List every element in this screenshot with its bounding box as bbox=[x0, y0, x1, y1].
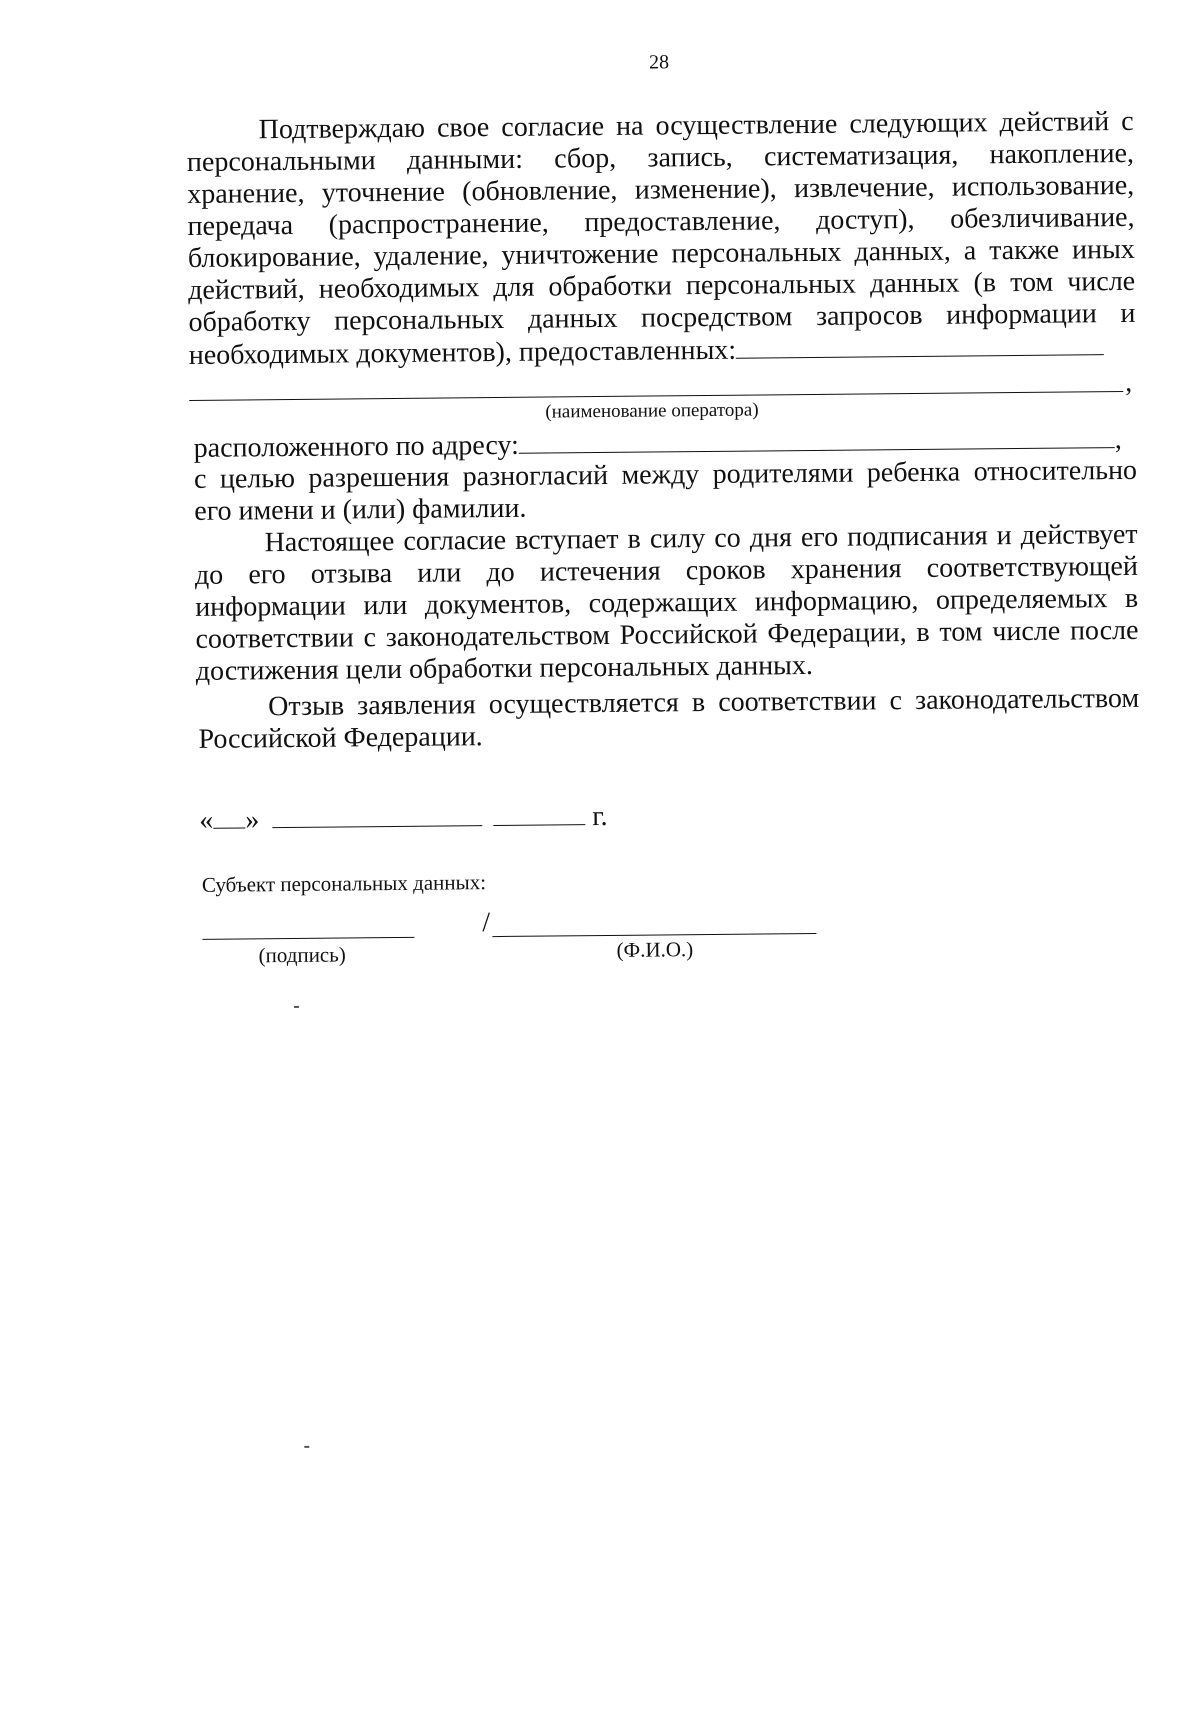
consent-line-1: Подтверждаю свое согласие на осуществление следующих действий с bbox=[258, 105, 1134, 146]
consent-line-3: хранение, уточнение (обновление, изменение), извлечение, использование, bbox=[187, 169, 1135, 210]
revocation-line-1: Отзыв заявления осуществляется в соответствии с законодательством bbox=[268, 682, 1140, 723]
full-name-field[interactable] bbox=[492, 933, 816, 937]
address-field[interactable] bbox=[519, 423, 1115, 454]
page-number: 28 bbox=[648, 51, 670, 74]
operator-name-field-part1[interactable] bbox=[736, 330, 1104, 359]
purpose-line-1: с целью разрешения разногласий между родителями ребенка относительно bbox=[193, 454, 1138, 495]
operator-name-caption: (наименование оператора) bbox=[545, 399, 759, 423]
signature-field[interactable] bbox=[202, 937, 414, 940]
scan-speck bbox=[304, 1446, 309, 1448]
date-year-suffix: г. bbox=[592, 800, 608, 833]
purpose-line-2: его имени и (или) фамилии. bbox=[194, 492, 527, 527]
validity-line-5: достижения цели обработки персональных данных. bbox=[195, 649, 814, 687]
full-name-caption: (Ф.И.О.) bbox=[616, 937, 694, 962]
validity-line-4: соответствии с законодательством Российской Федерации, в том числе после bbox=[195, 614, 1139, 655]
consent-line-6: действий, необходимых для обработки персональных данных (в том числе bbox=[188, 265, 1136, 306]
validity-line-3: информации или документов, содержащих информацию, определяемых в bbox=[195, 582, 1139, 623]
subject-label: Субъект персональных данных: bbox=[201, 870, 487, 897]
consent-line-2: персональными данными: сбор, запись, систематизация, накопление, bbox=[186, 137, 1135, 178]
provided-label: необходимых документов), предоставленных: bbox=[188, 334, 737, 371]
signature-caption: (подпись) bbox=[258, 942, 346, 968]
date-year-field[interactable] bbox=[493, 800, 585, 826]
consent-line-5: блокирование, удаление, уничтожение персональных данных, а также иных bbox=[187, 233, 1135, 274]
signature-separator: / bbox=[482, 907, 491, 939]
consent-line-7: обработку персональных данных посредством запросов информации и bbox=[188, 297, 1136, 338]
revocation-line-2: Российской Федерации. bbox=[198, 721, 483, 755]
address-comma: , bbox=[1114, 424, 1122, 456]
consent-line-4: передача (распространение, предоставление, доступ), обезличивание, bbox=[187, 201, 1135, 242]
date-day-field[interactable] bbox=[213, 803, 245, 828]
date-month-field[interactable] bbox=[272, 801, 482, 828]
date-close-quote: » bbox=[245, 804, 260, 836]
address-label: расположенного по адресу: bbox=[193, 429, 520, 464]
date-line bbox=[199, 800, 608, 837]
scan-speck bbox=[294, 1006, 299, 1008]
operator-line-comma: , bbox=[1124, 366, 1133, 398]
validity-line-2: до его отзыва или до истечения сроков хранения соответствующей bbox=[194, 550, 1139, 591]
date-open-quote: « bbox=[199, 804, 214, 836]
validity-line-1: Настоящее согласие вступает в силу со дня его подписания и действует bbox=[264, 518, 1138, 559]
